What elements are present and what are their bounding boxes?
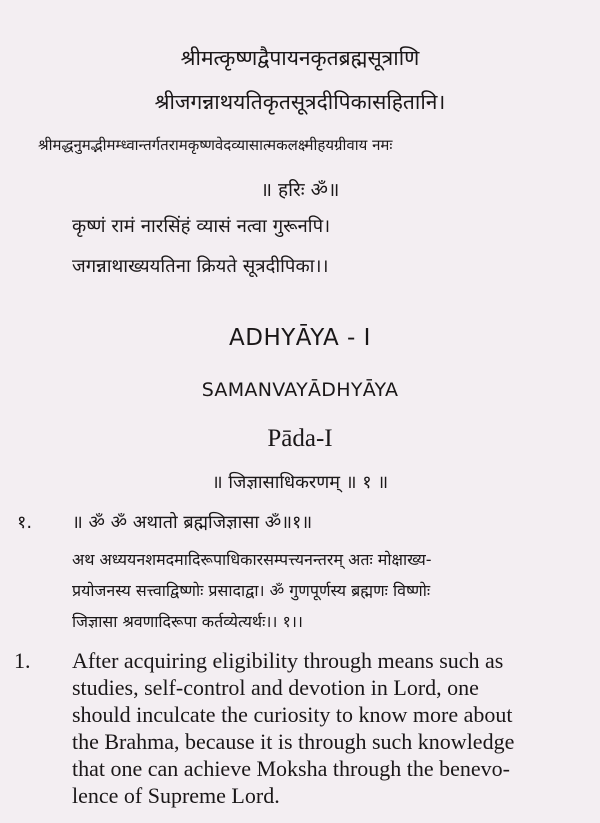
translation-line-1: After acquiring eligibility through means such as [72, 648, 504, 673]
translation-line-6: lence of Supreme Lord. [72, 783, 280, 808]
title-line-2: श्रीजगन्नाथयतिकृतसूत्रदीपिकासहितानि। [154, 90, 446, 114]
adhikarana-heading: ॥ जिज्ञासाधिकरणम् ॥ १ ॥ [211, 472, 389, 493]
verse-line-1: कृष्णं रामं नारसिंहं व्यासं नत्वा गुरूनपि। [72, 216, 331, 237]
verse-line-2: जगन्नाथाख्ययतिना क्रियते सूत्रदीपिका।। [72, 256, 329, 277]
sutra-number: १. [17, 512, 33, 533]
commentary-line-3: जिज्ञासा श्रवणादिरूपा कर्तव्येत्यर्थः।। १।। [72, 612, 303, 631]
translation-line-3: should inculcate the curiosity to know more about [72, 702, 513, 727]
hari-om: ॥ हरिः ॐ॥ [260, 179, 340, 201]
translation-line-5: that one can achieve Moksha through the benevo- [72, 756, 511, 781]
commentary-line-2: प्रयोजनस्य सत्त्वाद्विष्णोः प्रसादाद्वा। ॐ गुणपूर्णस्य ब्रह्मणः विष्णोः [72, 581, 431, 600]
title-line-1: श्रीमत्कृष्णद्वैपायनकृतब्रह्मसूत्राणि [180, 46, 420, 70]
adhyaya-heading: ADHYĀYA - I [229, 325, 371, 351]
translation-number: 1. [14, 648, 31, 673]
sutra-text: ॥ ॐ ॐ अथातो ब्रह्मजिज्ञासा ॐ॥१॥ [72, 512, 313, 533]
translation-line-2: studies, self-control and devotion in Lord, one [72, 675, 479, 700]
samanvaya-heading: SAMANVAYĀDHYĀYA [201, 379, 399, 401]
commentary-line-1: अथ अध्ययनशमदमादिरूपाधिकारसम्पत्त्यनन्तरम् अतः मोक्षाख्य- [72, 550, 432, 569]
pada-heading: Pāda-I [267, 425, 333, 452]
invocation: श्रीमद्धनुमद्भीमम्ध्वान्तर्गतरामकृष्णवेदव्यासात्मकलक्ष्मीहयग्रीवाय नमः [38, 136, 393, 154]
translation-line-4: the Brahma, because it is through such knowledge [72, 729, 515, 754]
